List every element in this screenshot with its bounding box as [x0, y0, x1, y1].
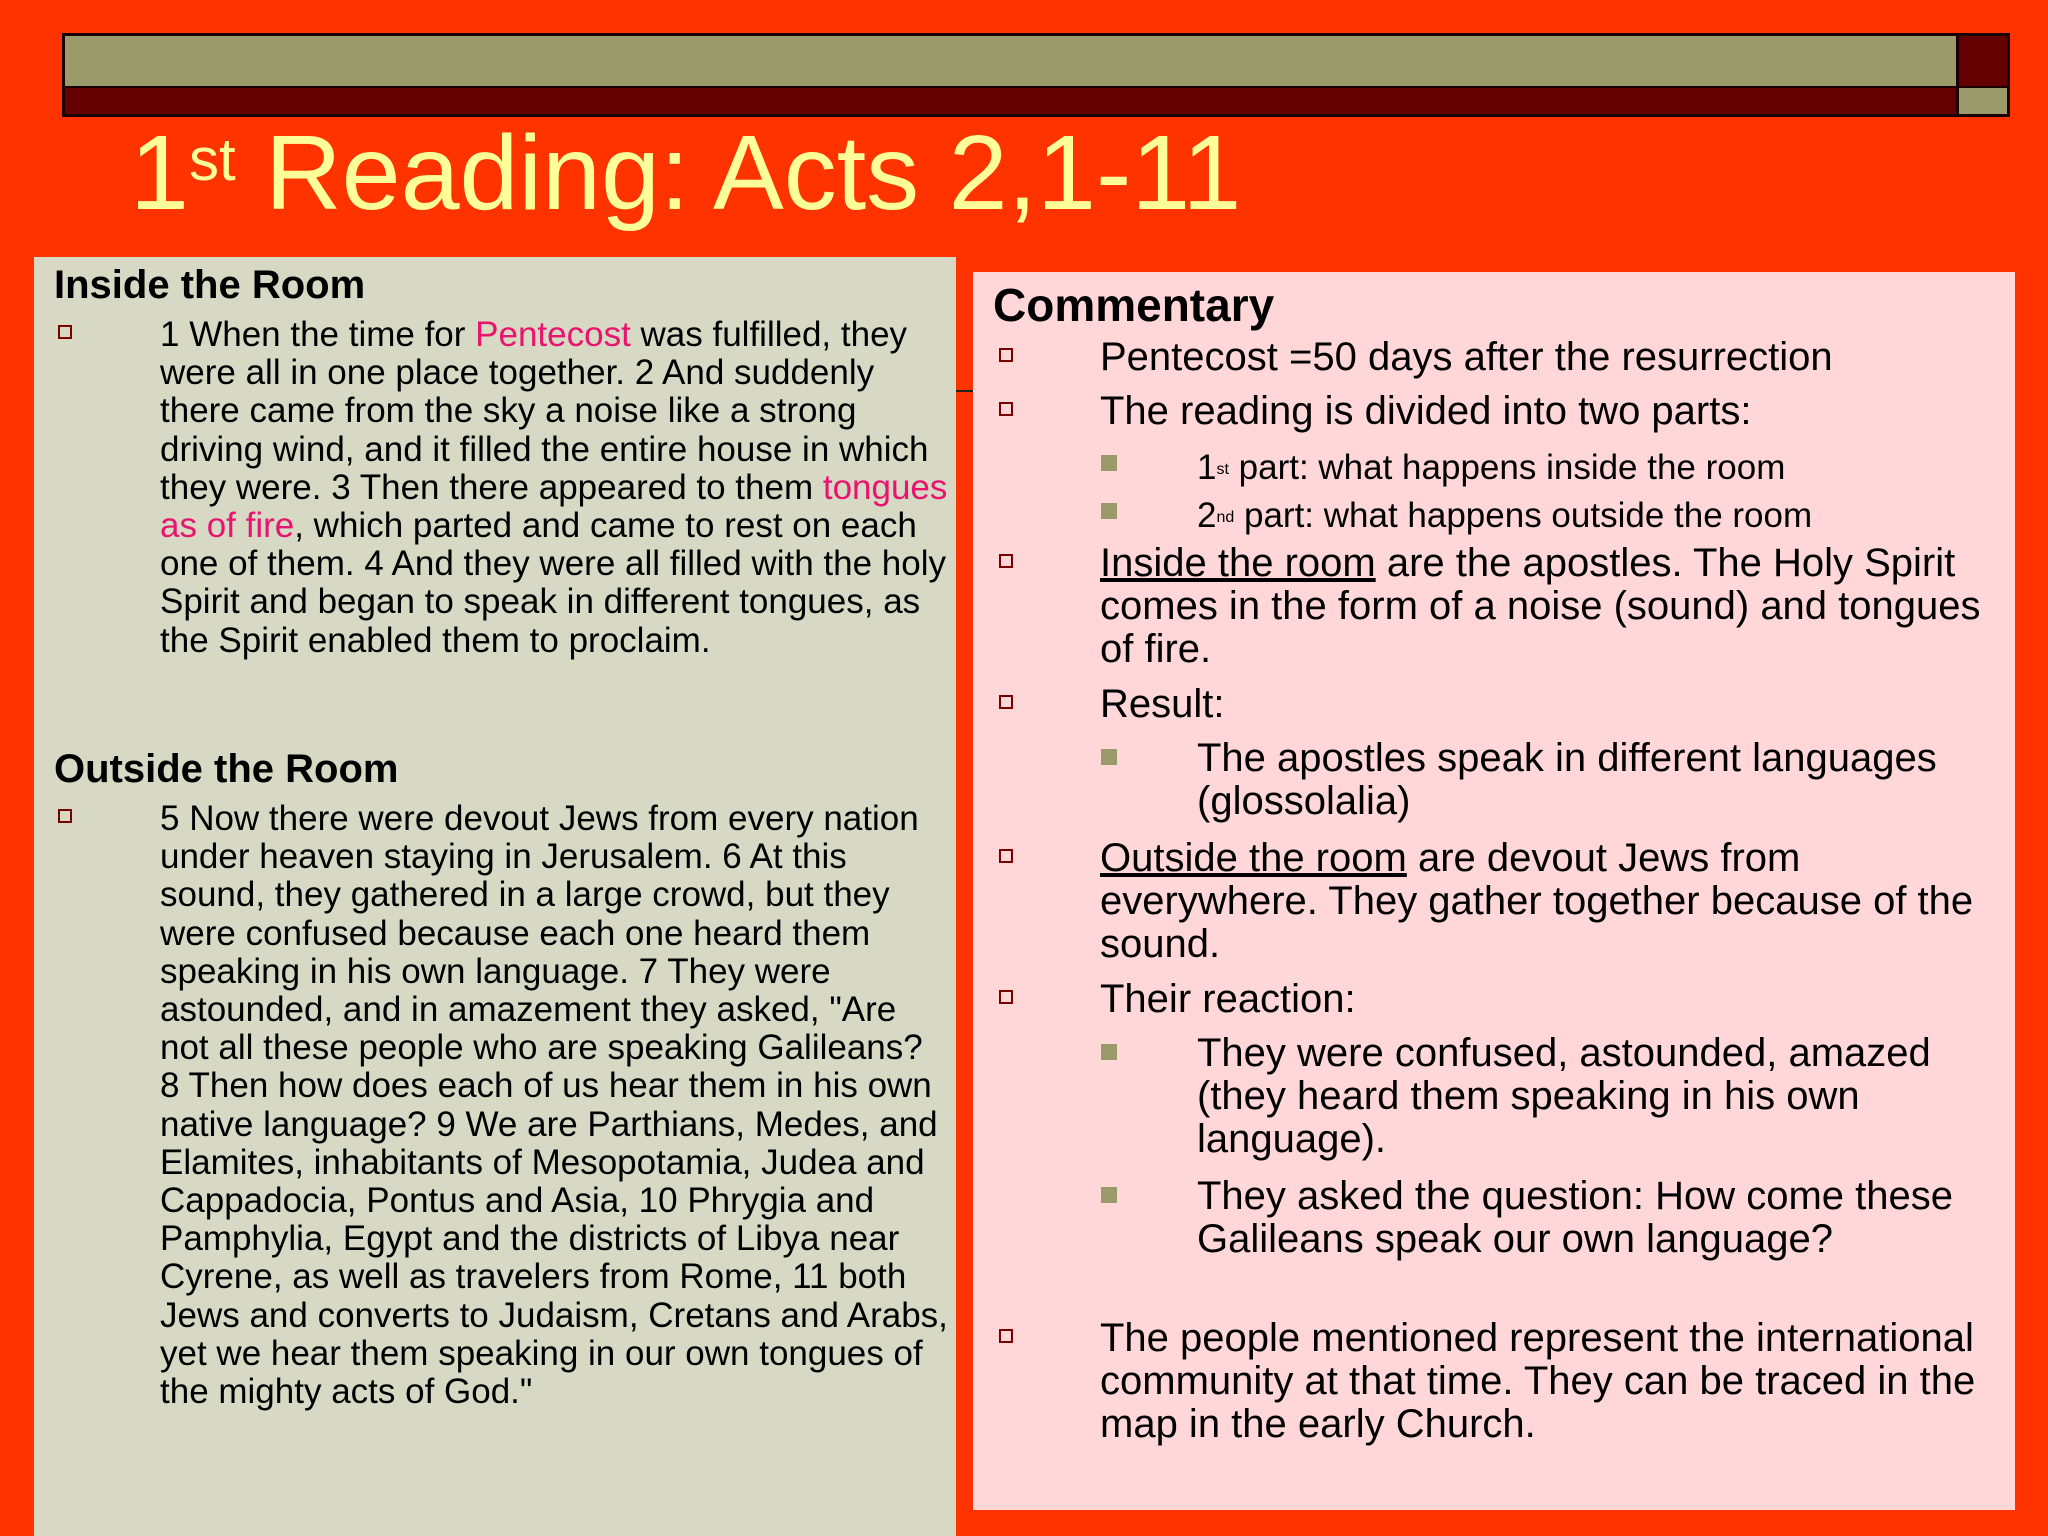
- header-olive-stripe: [65, 36, 1960, 88]
- commentary-panel: [973, 272, 2015, 1510]
- header-maroon-stripe: [65, 88, 1960, 114]
- commentary-item-outside: Outside the room are devout Jews from everywhere. They gather together because of the sound.: [1100, 836, 1974, 966]
- bullet-square-icon: [999, 695, 1013, 709]
- outside-room-text: 5 Now there were devout Jews from every nation under heaven staying in Jerusalem. 6 At this sound, they gathered in a large crowd, but they were confused because each one heard them speaking in his own language. 7 They were astounded, and in amazement they asked, "Are not all these people who are speaking Galileans? 8 Then how does each of us hear them in his own native language? 9 We are Parthians, Medes, and Elamites, inhabitants of Mesopotamia, Judea and Cappadocia, Pontus and Asia, 10 Phrygia and Pamphylia, Egypt and the districts of Libya near Cyrene, as well as travelers from Rome, 11 both Jews and converts to Judaism, Cretans and Arabs, yet we hear them speaking in our own tongues of the mighty acts of God.": [160, 799, 948, 1412]
- title-superscript: st: [188, 126, 236, 193]
- commentary-subitem-confused: They were confused, astounded, amazed (they heard them speaking in his own language).: [1197, 1031, 1931, 1161]
- title-text: Reading: Acts 2,1-11: [265, 114, 1242, 232]
- commentary-subitem-part2: 2nd part: what happens outside the room: [1197, 496, 1813, 535]
- tongues-of-fire-highlight: tongues as of fire: [160, 467, 948, 546]
- commentary-item-inside: Inside the room are the apostles. The Holy Spirit comes in the form of a noise (sound) and tongues of fire.: [1100, 541, 1981, 671]
- commentary-heading: Commentary: [993, 279, 1275, 331]
- bullet-square-icon: [999, 849, 1013, 863]
- inside-room-text: 1 When the time for Pentecost was fulfilled, they were all in one place together. 2 And suddenly there came from the sky a noise like a strong driving wind, and it filled the entire house in which they were. 3 Then there appeared to them tongues as of fire, which parted and came to rest on each one of them. 4 And they were all filled with the holy Spirit and began to speak in different tongues, as the Spirit enabled them to proclaim.: [160, 315, 948, 660]
- sub-bullet-icon: [1101, 503, 1117, 519]
- title-number: 1: [130, 114, 189, 232]
- pentecost-highlight: Pentecost: [475, 315, 631, 354]
- commentary-item-pentecost: Pentecost =50 days after the resurrection: [1100, 335, 1833, 379]
- commentary-item-people: The people mentioned represent the international community at that time. They can be traced in the map in the early Church.: [1100, 1316, 1976, 1446]
- commentary-item-result: Result:: [1100, 682, 1225, 726]
- bullet-square-icon: [999, 402, 1013, 416]
- commentary-subitem-glossolalia: The apostles speak in different languages (glossolalia): [1197, 736, 1937, 823]
- commentary-subitem-part1: 1st part: what happens inside the room: [1197, 448, 1786, 487]
- bullet-square-icon: [58, 325, 72, 339]
- sub-bullet-icon: [1101, 749, 1117, 765]
- bullet-square-icon: [58, 809, 72, 823]
- scripture-panel: [34, 257, 956, 1536]
- bullet-square-icon: [999, 990, 1013, 1004]
- sub-bullet-icon: [1101, 455, 1117, 471]
- header-corner-olive: [1956, 88, 2007, 114]
- header-corner-maroon: [1956, 36, 2007, 88]
- commentary-item-reaction: Their reaction:: [1100, 977, 1356, 1021]
- bullet-square-icon: [999, 554, 1013, 568]
- inside-room-heading: Inside the Room: [54, 263, 366, 307]
- sub-bullet-icon: [1101, 1044, 1117, 1060]
- slide-title: [130, 114, 1242, 232]
- bullet-square-icon: [999, 348, 1013, 362]
- outside-room-heading: Outside the Room: [54, 747, 399, 791]
- panel-connector-line: [956, 390, 973, 392]
- sub-bullet-icon: [1101, 1187, 1117, 1203]
- commentary-item-division: The reading is divided into two parts:: [1100, 389, 1752, 433]
- commentary-subitem-question: They asked the question: How come these Galileans speak our own language?: [1197, 1174, 1953, 1261]
- bullet-square-icon: [999, 1329, 1013, 1343]
- header-decoration-bar: [62, 33, 2010, 117]
